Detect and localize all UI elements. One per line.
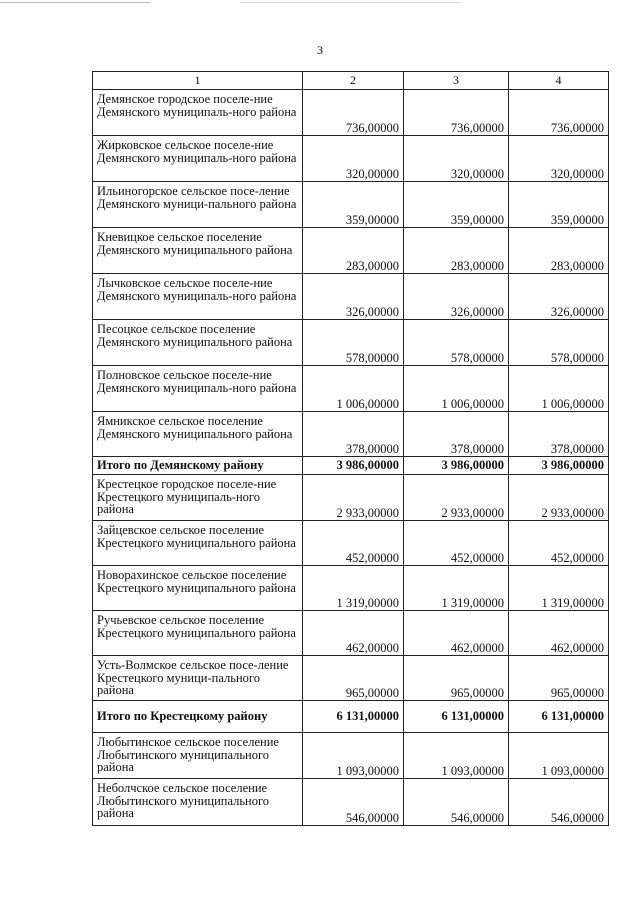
amount-col-3: 736,00000	[404, 90, 509, 136]
table-row	[93, 779, 609, 826]
total-row	[93, 457, 609, 475]
settlement-name: Песоцкое сельское поселение Демянского муниципального района	[93, 320, 303, 366]
amount-col-4: 965,00000	[509, 656, 609, 701]
amount-col-2: 736,00000	[303, 90, 404, 136]
amount-col-4: 452,00000	[509, 521, 609, 566]
table-row	[93, 412, 609, 457]
table-row	[93, 521, 609, 566]
table-row	[93, 366, 609, 412]
amount-col-2: 378,00000	[303, 412, 404, 457]
amount-col-2: 359,00000	[303, 182, 404, 228]
table-row	[93, 228, 609, 274]
amount-col-3: 326,00000	[404, 274, 509, 320]
settlement-name: Итого по Крестецкому району	[93, 701, 303, 733]
table-row	[93, 611, 609, 656]
table-row	[93, 656, 609, 701]
settlement-name: Жирковское сельское поселе-ние Демянского муниципаль-ного района	[93, 136, 303, 182]
amount-col-2: 2 933,00000	[303, 475, 404, 521]
amount-col-3: 6 131,00000	[404, 701, 509, 733]
table-row	[93, 90, 609, 136]
settlement-name: Итого по Демянскому району	[93, 457, 303, 475]
amount-col-3: 1 006,00000	[404, 366, 509, 412]
amount-col-2: 326,00000	[303, 274, 404, 320]
table-body	[93, 90, 609, 826]
amount-col-3: 452,00000	[404, 521, 509, 566]
amount-col-3: 283,00000	[404, 228, 509, 274]
amount-col-4: 359,00000	[509, 182, 609, 228]
amount-col-4: 2 933,00000	[509, 475, 609, 521]
amount-col-3: 3 986,00000	[404, 457, 509, 475]
amount-col-4: 546,00000	[509, 779, 609, 826]
amount-col-4: 462,00000	[509, 611, 609, 656]
table-row	[93, 274, 609, 320]
amount-col-3: 1 319,00000	[404, 566, 509, 611]
amount-col-4: 6 131,00000	[509, 701, 609, 733]
scan-streak-left	[0, 2, 150, 3]
amount-col-3: 320,00000	[404, 136, 509, 182]
amount-col-2: 452,00000	[303, 521, 404, 566]
settlement-name: Крестецкое городское поселе-ние Крестецкого муниципаль-ного района	[93, 475, 303, 521]
amount-col-3: 1 093,00000	[404, 733, 509, 779]
settlement-name: Демянское городское поселе-ние Демянского муниципаль-ного района	[93, 90, 303, 136]
amount-col-3: 378,00000	[404, 412, 509, 457]
amount-col-2: 578,00000	[303, 320, 404, 366]
total-row	[93, 701, 609, 733]
amount-col-3: 965,00000	[404, 656, 509, 701]
amount-col-4: 1 093,00000	[509, 733, 609, 779]
settlement-name: Любытинское сельское поселение Любытинского муниципального района	[93, 733, 303, 779]
amount-col-4: 736,00000	[509, 90, 609, 136]
amount-col-3: 578,00000	[404, 320, 509, 366]
amount-col-2: 965,00000	[303, 656, 404, 701]
settlement-name: Неболчское сельское поселение Любытинского муниципального района	[93, 779, 303, 826]
table-row	[93, 733, 609, 779]
settlement-name: Усть-Волмское сельское посе-ление Крестецкого муници-пального района	[93, 656, 303, 701]
table-row	[93, 136, 609, 182]
amount-col-3: 359,00000	[404, 182, 509, 228]
settlement-name: Полновское сельское поселе-ние Демянского муниципаль-ного района	[93, 366, 303, 412]
amount-col-3: 2 933,00000	[404, 475, 509, 521]
table-row	[93, 320, 609, 366]
settlement-name: Зайцевское сельское поселение Крестецкого муниципального района	[93, 521, 303, 566]
table-row	[93, 475, 609, 521]
amount-col-4: 578,00000	[509, 320, 609, 366]
column-number-row	[93, 72, 609, 90]
amount-col-2: 462,00000	[303, 611, 404, 656]
amount-col-4: 283,00000	[509, 228, 609, 274]
amount-col-2: 1 319,00000	[303, 566, 404, 611]
settlement-name: Новорахинское сельское поселение Крестецкого муниципального района	[93, 566, 303, 611]
column-header-2: 2	[303, 72, 404, 90]
amount-col-4: 326,00000	[509, 274, 609, 320]
amount-col-2: 1 006,00000	[303, 366, 404, 412]
amount-col-4: 320,00000	[509, 136, 609, 182]
settlement-name: Кневицкое сельское поселение Демянского муниципального района	[93, 228, 303, 274]
amount-col-3: 462,00000	[404, 611, 509, 656]
table-row	[93, 182, 609, 228]
settlement-name: Лычковское сельское поселе-ние Демянского муниципаль-ного района	[93, 274, 303, 320]
amount-col-4: 1 319,00000	[509, 566, 609, 611]
amount-col-3: 546,00000	[404, 779, 509, 826]
table-row	[93, 566, 609, 611]
settlement-name: Ильиногорское сельское посе-ление Демянского муници-пального района	[93, 182, 303, 228]
amount-col-2: 6 131,00000	[303, 701, 404, 733]
amount-col-2: 320,00000	[303, 136, 404, 182]
allocation-table	[92, 71, 609, 826]
column-header-4: 4	[509, 72, 609, 90]
amount-col-4: 3 986,00000	[509, 457, 609, 475]
amount-col-2: 546,00000	[303, 779, 404, 826]
settlement-name: Ручьевское сельское поселение Крестецкого муниципального района	[93, 611, 303, 656]
amount-col-2: 283,00000	[303, 228, 404, 274]
settlement-name: Ямникское сельское поселение Демянского муниципального района	[93, 412, 303, 457]
column-header-3: 3	[404, 72, 509, 90]
scan-streak-right	[240, 2, 460, 3]
amount-col-2: 3 986,00000	[303, 457, 404, 475]
column-header-1: 1	[93, 72, 303, 90]
page-number: 3	[317, 43, 323, 57]
amount-col-4: 378,00000	[509, 412, 609, 457]
amount-col-4: 1 006,00000	[509, 366, 609, 412]
amount-col-2: 1 093,00000	[303, 733, 404, 779]
